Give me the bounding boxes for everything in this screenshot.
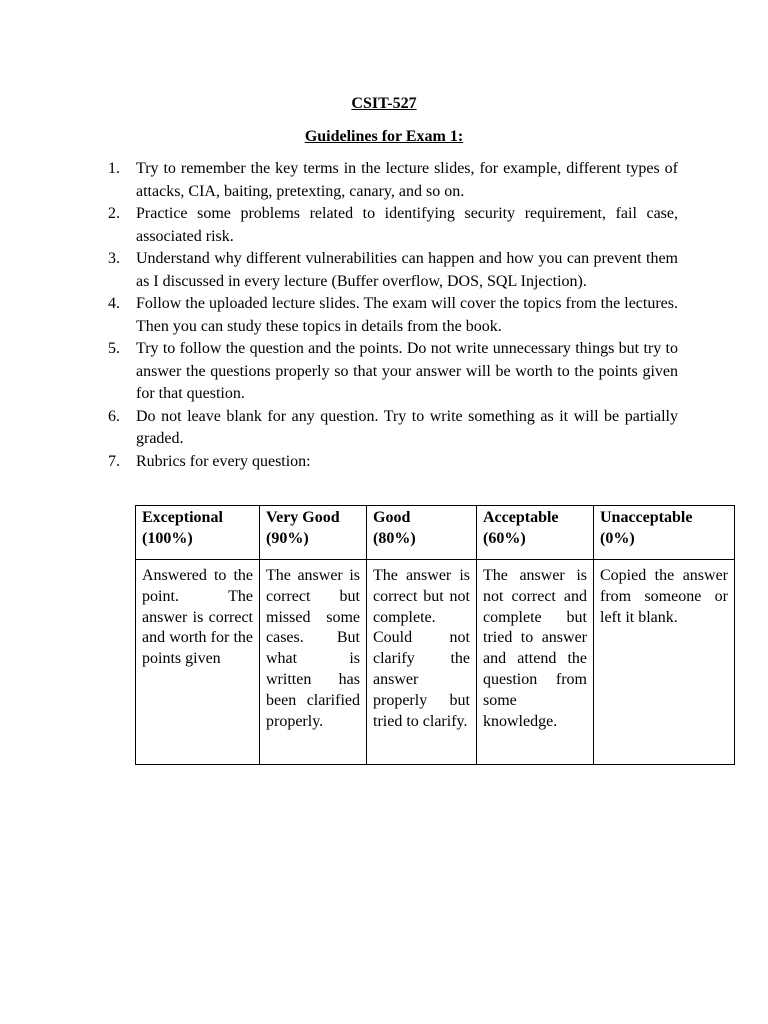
rubric-header-acceptable xyxy=(477,506,594,560)
guideline-number: 5. xyxy=(108,340,120,357)
guideline-number: 4. xyxy=(108,295,120,312)
guideline-number: 2. xyxy=(108,205,120,222)
guideline-number: 6. xyxy=(108,407,120,425)
rubric-description: Answered to the point. The answer is correct and worth for the points given xyxy=(142,567,253,668)
rubric-cell-good xyxy=(367,560,477,765)
page-title: Guidelines for Exam 1: xyxy=(304,128,464,145)
guideline-number: 1. xyxy=(108,160,120,177)
guideline-text: Try to remember the key terms in the lecture slides, for example, different types of attacks, CIA, baiting, pretexting, canary, and so on. xyxy=(136,160,678,200)
course-code: CSIT-527 xyxy=(351,95,417,112)
guideline-item xyxy=(108,451,678,474)
rubric-description: The answer is not correct and complete but tried to answer and attend the question from some knowledge. xyxy=(483,567,587,730)
rubric-cell-very-good xyxy=(260,560,367,765)
rubric-level-label: Unacceptable xyxy=(600,509,693,526)
rubric-header-very-good xyxy=(260,506,367,560)
guideline-text: Follow the uploaded lecture slides. The exam will cover the topics from the lectures. Then you can study these topics in details from the book. xyxy=(136,295,678,335)
rubric-cell-exceptional xyxy=(136,560,260,765)
rubric-percent-label: (0%) xyxy=(600,529,635,547)
rubric-percent-label: (100%) xyxy=(142,529,193,547)
rubric-level-label: Exceptional xyxy=(142,509,223,526)
guideline-item xyxy=(108,293,678,338)
guideline-text: Try to follow the question and the points. Do not write unnecessary things but try to answer the questions properly so that your answer will be worth to the points given for that question. xyxy=(136,340,678,402)
guideline-text: Do not leave blank for any question. Try to write something as it will be partially graded. xyxy=(136,407,678,447)
rubric-description: The answer is correct but missed some cases. But what is written has been clarified properly. xyxy=(266,567,360,730)
rubric-table xyxy=(135,505,735,765)
rubric-header-unacceptable xyxy=(594,506,735,560)
guideline-text: Practice some problems related to identifying security requirement, fail case, associated risk. xyxy=(136,205,678,245)
guideline-item xyxy=(108,338,678,406)
rubric-level-label: Acceptable xyxy=(483,509,559,526)
guideline-number: 7. xyxy=(108,452,120,470)
rubric-percent-label: (80%) xyxy=(373,529,416,547)
rubric-description: Copied the answer from someone or left it blank. xyxy=(600,567,728,626)
guideline-text: Understand why different vulnerabilities can happen and how you can prevent them as I discussed in every lecture (Buffer overflow, DOS, SQL Injection). xyxy=(136,250,678,290)
rubric-description-row xyxy=(136,560,735,765)
guideline-item xyxy=(108,248,678,293)
rubric-level-label: Very Good xyxy=(266,509,340,526)
rubric-cell-unacceptable xyxy=(594,560,735,765)
rubric-header-exceptional xyxy=(136,506,260,560)
rubric-description: The answer is correct but not complete. Could not clarify the answer properly but tried to clarify. xyxy=(373,567,470,730)
guidelines-list xyxy=(108,158,678,473)
guideline-text: Rubrics for every question: xyxy=(136,452,311,470)
rubric-cell-acceptable xyxy=(477,560,594,765)
guideline-item xyxy=(108,406,678,451)
rubric-percent-label: (60%) xyxy=(483,529,526,547)
rubric-header-good xyxy=(367,506,477,560)
guideline-item xyxy=(108,158,678,203)
rubric-percent-label: (90%) xyxy=(266,529,309,547)
rubric-level-label: Good xyxy=(373,509,411,526)
guideline-item xyxy=(108,203,678,248)
rubric-header-row xyxy=(136,506,735,560)
guideline-number: 3. xyxy=(108,250,120,267)
